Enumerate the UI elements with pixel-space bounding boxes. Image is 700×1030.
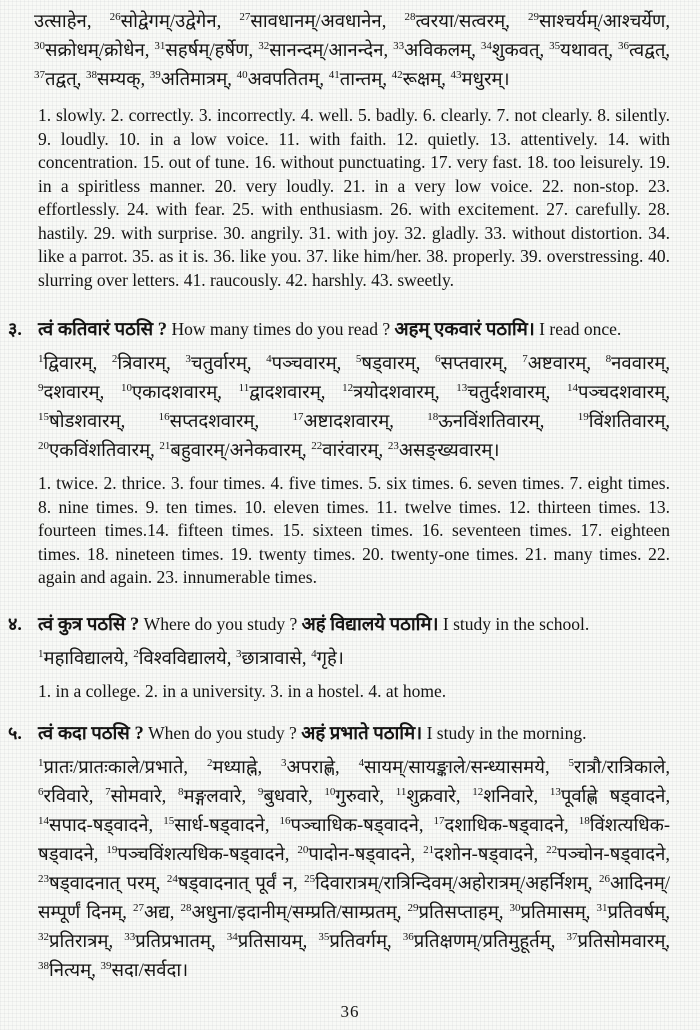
dev-item: $^{29}$साश्चर्यम्/आश्चर्येण,: [527, 11, 671, 32]
dev-item: $^4$गृहे।: [311, 647, 344, 669]
item-number: 23: [38, 873, 49, 885]
dev-item: $^{17}$अष्टादशवारम्,: [292, 411, 394, 432]
question-devanagari: त्वं कतिवारं पठसि ?: [38, 320, 168, 340]
item-number: 5: [355, 353, 362, 365]
section-4-number: ४.: [8, 613, 22, 634]
dev-item: $^{20}$एकविंशतिवारम्,: [38, 440, 155, 461]
section-4: [8, 609, 670, 704]
dev-item: $^{35}$यथावत्,: [549, 40, 613, 61]
item-number: 6: [434, 353, 441, 365]
dev-item: $^{36}$त्वद्वत्,: [618, 40, 671, 61]
dev-item: $^{40}$अवपतितम्,: [236, 69, 325, 90]
item-number: 17: [433, 815, 445, 827]
dev-item: $^{14}$सपाद-षड्वादने,: [38, 815, 154, 836]
dev-item: $^{21}$बहुवारम्/अनेकवारम्,: [159, 440, 307, 461]
dev-item: $^{16}$पञ्चाधिक-षड्वादने,: [279, 815, 424, 836]
item-number: 31: [596, 902, 608, 914]
dev-item: $^2$त्रिवारम्,: [111, 353, 171, 374]
item-number: 13: [549, 786, 561, 798]
dev-item: $^4$सायम्/सायङ्काले/सन्ध्यासमये,: [358, 757, 550, 778]
section-4-body: [38, 609, 670, 704]
item-number: 29: [407, 902, 419, 914]
item-number: 33: [124, 931, 136, 943]
dev-item: $^{37}$तद्वत्,: [34, 69, 82, 90]
dev-item: $^{27}$अद्य,: [132, 902, 175, 923]
dev-item: $^5$रात्रौ/रात्रिकाले,: [568, 757, 671, 778]
item-number: 16: [158, 411, 170, 423]
item-number: 24: [166, 873, 178, 885]
dev-item: $^6$रविवारे,: [38, 786, 94, 807]
dev-item: $^{14}$पञ्चदशवारम्,: [567, 382, 671, 403]
item-number: 5: [568, 757, 574, 769]
section-3-english-translations: 1. twice. 2. thrice. 3. four times. 4. five times. 5. six times. 6. seven times. 7. eight times. 8. nine times. 9. ten times. 10. eleven times. 11. twelve times. 12. thirteen times. 13. fourteen times.14. fifteen times. 15. sixteen times. 16. seventeen times. 17. eighteen times. 18. nineteen times. 19. twenty times. 20. twenty-one times. 21. many times. 22. again and again. 23. innumerable times.: [38, 473, 670, 587]
dev-item: $^8$मङ्गलवारे,: [178, 786, 247, 807]
item-number: 8: [178, 786, 184, 798]
item-number: 2: [111, 353, 118, 365]
dev-item: $^{31}$सहर्षम्/हर्षेण,: [154, 40, 254, 61]
dev-item: $^{27}$सावधानम्/अवधानेन,: [239, 11, 387, 32]
dev-item: $^{26}$आदिनम्/सम्पूर्णं दिनम्,: [38, 873, 671, 923]
dev-item: $^{18}$विंशत्यधिक-षड्वादने,: [38, 815, 671, 865]
item-number: 7: [522, 353, 528, 365]
dev-item: $^{16}$सप्तदशवारम्,: [158, 411, 260, 432]
item-number: 36: [402, 931, 414, 943]
item-number: 27: [239, 11, 251, 23]
item-number: 9: [38, 382, 44, 394]
item-number: 4: [311, 647, 317, 660]
dev-item: $^1$प्रातः/प्रातःकाले/प्रभाते,: [38, 757, 189, 778]
dev-item: $^{39}$अतिमात्रम्,: [149, 69, 232, 90]
dev-item: $^{32}$सानन्दम्/आनन्देन,: [258, 40, 389, 61]
dev-item: $^{24}$षड्वादनात् पूर्वं न,: [166, 873, 298, 894]
section-4-devanagari-list: [38, 645, 670, 674]
item-number: 11: [238, 382, 250, 394]
dev-item: $^7$सोमवारे,: [105, 786, 167, 807]
item-number: 22: [546, 844, 558, 856]
dev-item: $^{43}$मधुरम्।: [450, 69, 510, 90]
dev-item: $^{38}$सम्यक्,: [85, 69, 146, 90]
item-number: 14: [38, 815, 49, 827]
dev-item: $^{19}$पञ्चविंशत्यधिक-षड्वादने,: [106, 844, 290, 865]
dev-item: $^{13}$चतुर्दशवारम्,: [456, 382, 551, 403]
item-number: 2: [206, 757, 213, 769]
dev-item: $^{23}$षड्वादनात् परम्,: [38, 873, 161, 894]
item-number: 15: [163, 815, 175, 827]
section-3-devanagari-list: [38, 350, 670, 466]
item-number: 37: [34, 69, 45, 81]
dev-item: $^6$सप्तवारम्,: [434, 353, 508, 374]
dev-item: $^2$विश्वविद्यालये,: [133, 647, 232, 669]
dev-item: $^{30}$सक्रोधम्/क्रोधेन,: [34, 40, 150, 61]
item-number: 13: [456, 382, 468, 394]
dev-item: $^{13}$पूर्वाह्णे षड्वादने,: [549, 786, 671, 807]
dev-item: $^{23}$असङ्ख्यवारम्।: [387, 440, 500, 461]
item-number: 11: [395, 786, 407, 798]
item-number: 18: [427, 411, 439, 423]
item-number: 9: [257, 786, 264, 798]
dev-item: $^9$बुधवारे,: [257, 786, 313, 807]
dev-item: $^{10}$गुरुवारे,: [324, 786, 385, 807]
item-number: 1: [38, 647, 44, 660]
continuation-devanagari-list: [34, 8, 670, 95]
item-number: 12: [472, 786, 484, 798]
item-number: 1: [38, 757, 44, 769]
section-5-heading: [38, 718, 670, 749]
item-number: 21: [423, 844, 435, 856]
dev-item: $^{12}$शनिवारे,: [472, 786, 539, 807]
item-number: 41: [328, 69, 340, 81]
dev-item: $^{37}$प्रतिसोमवारम्,: [566, 931, 671, 952]
item-number: 30: [509, 902, 521, 914]
item-number: 2: [133, 647, 139, 660]
dev-item: $^{31}$प्रतिवर्षम्,: [596, 902, 670, 923]
item-number: 19: [106, 844, 118, 856]
question-english: Where do you study ?: [143, 613, 298, 634]
dev-item: $^9$दशवारम्,: [38, 382, 105, 403]
item-number: 7: [105, 786, 111, 798]
item-number: 4: [266, 353, 272, 365]
item-number: 35: [549, 40, 561, 52]
dev-item: $^3$चतुर्वारम्,: [185, 353, 252, 374]
item-number: 19: [577, 411, 589, 423]
item-number: 34: [480, 40, 492, 52]
dev-item: $^{36}$प्रतिक्षणम्/प्रतिमुहूर्तम्,: [402, 931, 556, 952]
section-5-number: ५.: [8, 723, 22, 743]
item-number: 20: [297, 844, 309, 856]
dev-item: $^{22}$वारंवारम्,: [311, 440, 384, 461]
item-number: 35: [318, 931, 330, 943]
section-4-heading: [38, 609, 670, 640]
dev-item: $^{11}$द्वादशवारम्,: [238, 382, 326, 403]
dev-item: $^{15}$षोडशवारम्,: [38, 411, 126, 432]
dev-item: $^4$पञ्चवारम्,: [266, 353, 342, 374]
dev-item: $^{25}$दिवारात्रम्/रात्रिन्दिवम्/अहोरात्रम्/अहर्निशम्,: [304, 873, 593, 894]
answer-english: I study in the school.: [442, 613, 590, 634]
page-number: 36: [340, 1002, 360, 1021]
item-number: 26: [109, 11, 121, 23]
dev-item: $^{33}$अविकलम्,: [393, 40, 476, 61]
item-number: 29: [527, 11, 539, 23]
dev-item: $^1$महाविद्यालये,: [38, 647, 129, 669]
item-number: 3: [236, 647, 242, 660]
section-3: [8, 314, 670, 590]
dev-item: $^1$द्विवारम्,: [38, 353, 98, 374]
item-number: 30: [34, 40, 45, 52]
section-3-number: ३.: [8, 319, 22, 339]
dev-item: $^{39}$सदा/सर्वदा।: [100, 960, 189, 981]
item-number: 37: [566, 931, 578, 943]
item-number: 15: [38, 411, 49, 423]
answer-devanagari: अहम् एकवारं पठामि।: [394, 320, 535, 340]
item-number: 16: [279, 815, 291, 827]
dev-item: $^{35}$प्रतिवर्गम्,: [318, 931, 392, 952]
item-number: 36: [618, 40, 630, 52]
dev-item: $^{21}$दशोन-षड्वादने,: [423, 844, 539, 865]
answer-english: I read once.: [539, 319, 622, 339]
answer-devanagari: अहं विद्यालये पठामि।: [301, 614, 439, 635]
dev-item: $^{38}$नित्यम्,: [38, 960, 96, 981]
section-5: [8, 718, 670, 986]
item-number: 12: [342, 382, 354, 394]
dev-item: $^{12}$त्रयोदशवारम्,: [342, 382, 440, 403]
answer-english: I study in the morning.: [426, 723, 587, 743]
item-number: 1: [38, 353, 44, 365]
dev-item: $^{20}$पादोन-षड्वादने,: [297, 844, 416, 865]
dev-item: $^{11}$शुक्रवारे,: [395, 786, 461, 807]
dev-item: $^{19}$विंशतिवारम्,: [577, 411, 671, 432]
dev-item: $^8$नववारम्,: [605, 353, 671, 374]
dev-item: $^{42}$रूक्षम्,: [391, 69, 446, 90]
item-number: 33: [393, 40, 405, 52]
question-devanagari: त्वं कुत्र पठसि ?: [38, 614, 140, 635]
dev-item: $^2$मध्याह्ने,: [206, 757, 263, 778]
item-number: 40: [236, 69, 248, 81]
dev-item: $^{18}$ऊनविंशतिवारम्,: [427, 411, 545, 432]
item-number: 3: [281, 757, 287, 769]
dev-item: $^{33}$प्रतिप्रभातम्,: [124, 931, 216, 952]
item-number: 42: [391, 69, 403, 81]
dev-item: $^{34}$प्रतिसायम्,: [226, 931, 308, 952]
question-english: When do you study ?: [148, 723, 297, 743]
dev-item: $^{28}$अधुना/इदानीम्/सम्प्रति/साम्प्रतम्,: [180, 902, 402, 923]
item-number: 23: [387, 440, 399, 452]
dev-item: $^3$अपराह्णे,: [281, 757, 340, 778]
item-number: 21: [159, 440, 171, 452]
section-5-devanagari-list: [38, 754, 670, 986]
item-number: 38: [85, 69, 97, 81]
dev-item: $^{17}$दशाधिक-षड्वादने,: [433, 815, 569, 836]
dev-item: $^{22}$पञ्चोन-षड्वादने,: [546, 844, 671, 865]
dev-item: $^{29}$प्रतिसप्ताहम्,: [407, 902, 504, 923]
item-number: 39: [149, 69, 161, 81]
dev-item: $^{34}$शुकवत्,: [480, 40, 545, 61]
dev-item: $^7$अष्टवारम्,: [522, 353, 591, 374]
item-number: 17: [292, 411, 304, 423]
dev-item: $^{41}$तान्तम्,: [328, 69, 387, 90]
item-number: 32: [258, 40, 270, 52]
item-number: 28: [180, 902, 192, 914]
item-number: 18: [578, 815, 590, 827]
item-number: 34: [226, 931, 238, 943]
section-4-english-translations: 1. in a college. 2. in a university. 3. in a hostel. 4. at home.: [38, 680, 447, 701]
question-devanagari: त्वं कदा पठसि ?: [38, 724, 144, 744]
item-number: 3: [185, 353, 191, 365]
item-number: 8: [605, 353, 612, 365]
dev-item: $^{15}$सार्ध-षड्वादने,: [163, 815, 270, 836]
dev-item: $^{26}$सोद्वेगम्/उद्वेगेन,: [109, 11, 222, 32]
dev-item: $^5$षड्वारम्,: [355, 353, 421, 374]
answer-devanagari: अहं प्रभाते पठामि।: [301, 724, 423, 744]
section-3-body: [38, 314, 670, 590]
item-number: 27: [132, 902, 144, 914]
continuation-english-translations: 1. slowly. 2. correctly. 3. incorrectly. 4. well. 5. badly. 6. clearly. 7. not clearly. 8. silently. 9. loudly. 10. in a low voice. 11. with faith. 12. quietly. 13. attentively. 14. with concentration. 15. out of tune. 16. without punctuating. 17. very fast. 18. too leisurely. 19. in a spiritless manner. 20. very loudly. 21. in a very low voice. 22. non-stop. 23. effortlessly. 24. with fear. 25. with enthusiasm. 26. with excitement. 27. carefully. 28. hastily. 29. with surprise. 30. angrily. 31. with joy. 32. gladly. 33. without distortion. 34. like a parrot. 35. as it is. 36. like you. 37. like him/her. 38. properly. 39. overstressing. 40. slurring over letters. 41. raucously. 42. harshly. 43. sweetly.: [38, 105, 670, 290]
item-number: 20: [38, 440, 49, 452]
dev-item: $^{32}$प्रतिरात्रम्,: [38, 931, 114, 952]
item-number: 10: [120, 382, 132, 394]
item-number: 4: [358, 757, 365, 769]
item-number: 43: [450, 69, 462, 81]
section-5-body: [38, 718, 670, 986]
dev-item: उत्साहेन,: [34, 12, 92, 32]
item-number: 26: [599, 873, 611, 885]
item-number: 28: [404, 11, 416, 23]
dev-item: $^{28}$त्वरया/सत्वरम्,: [404, 11, 510, 32]
dev-item: $^{10}$एकादशवारम्,: [120, 382, 222, 403]
item-number: 6: [38, 786, 44, 798]
question-english: How many times do you read ?: [171, 319, 391, 339]
item-number: 31: [154, 40, 166, 52]
item-number: 39: [100, 960, 112, 972]
section-3-heading: [38, 314, 670, 345]
item-number: 32: [38, 931, 49, 943]
item-number: 38: [38, 960, 49, 972]
item-number: 25: [304, 873, 316, 885]
item-number: 10: [324, 786, 336, 798]
dev-item: $^3$छात्रावासे,: [236, 647, 307, 669]
item-number: 14: [567, 382, 579, 394]
dev-item: $^{30}$प्रतिमासम्,: [509, 902, 591, 923]
item-number: 22: [311, 440, 323, 452]
